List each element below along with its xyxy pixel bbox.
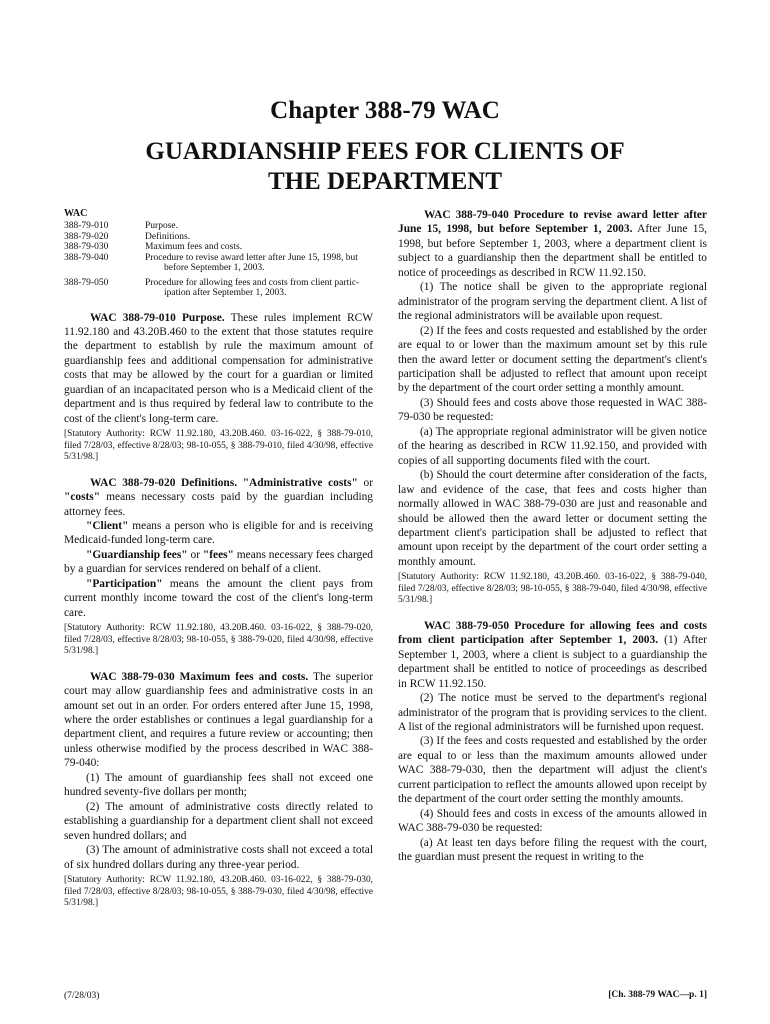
toc-item-number: 388-79-040 <box>64 252 109 263</box>
toc-item-title: Procedure for allowing fees and costs from client partic- <box>145 277 360 288</box>
section-body: After June 15, 1998, but before September 1, 2003, where a department client is subject to a guardianship then the department shall be entitled to notice of proceedings as described in RCW 11.92.150. <box>398 223 707 279</box>
section-050 <box>398 619 707 691</box>
subsection: (2) The notice must be served to the department's regional administrator of the program that is providing services to the client. A list of the regional administrators will be furnished upon request. <box>398 692 707 733</box>
toc-item-number: 388-79-050 <box>64 277 109 288</box>
section-heading: WAC 388-79-020 Definitions. <box>90 476 238 489</box>
defined-term: "Guardianship fees" <box>86 548 188 561</box>
subsection: (1) The notice shall be given to the appropriate regional administrator of the program serving the department client. A list of the regional administrators will be available upon request. <box>398 281 707 323</box>
subsection: (4) Should fees and costs in excess of the amounts allowed in WAC 388-79-030 be requested: <box>398 807 707 835</box>
subsection: (a) The appropriate regional administrator will be given notice of the hearing as described in RCW 11.92.150, and provided with copies of all supporting documents filed with the court. <box>398 425 707 467</box>
toc-item-title-wrap <box>145 278 373 299</box>
connector-text: or <box>187 548 203 561</box>
section-heading: WAC 388-79-010 Purpose. <box>90 311 225 324</box>
toc-heading: WAC <box>64 208 88 219</box>
subsection: (b) Should the court determine after consideration of the facts, law and evidence of the case, that fees and costs higher than normally allowed in WAC 388-79-030 are just and reasonable and should be allowed then the award letter or document setting the department client's participation shall be adjusted to reflect that amount upon receipt by the department of the court order setting a monthly amount. <box>398 469 707 568</box>
toc-item-title-continued: before September 1, 2003. <box>164 263 265 273</box>
left-column <box>64 208 373 910</box>
toc-item <box>64 221 373 232</box>
section-body: The superior court may allow guardianship fees and administrative costs in an amount set out in an order. For orders entered after June 15, 1998, where the order establishes or continues a legal guardianship for a department client, and requires a future review or accounting; then unless otherwise modified by the process described in WAC 388-79-040: <box>64 670 373 770</box>
subsection: (3) If the fees and costs requested and established by the order are equal to or less than the maximum amounts allowed under WAC 388-79-030, then the department will adjust the client's current participation to reflect the amounts allowed upon receipt by the department of the court order setting the monthly amounts. <box>398 735 707 806</box>
toc-item <box>64 253 373 274</box>
subsection: (a) At least ten days before filing the request with the court, the guardian must present the request in writing to the <box>398 836 707 864</box>
section-030 <box>64 670 373 771</box>
definition-text: means necessary costs paid by the guardian including attorney fees. <box>64 491 373 518</box>
footer-page-reference: [Ch. 388-79 WAC—p. 1] <box>608 990 707 1000</box>
section-010 <box>64 311 373 427</box>
defined-term: "fees" <box>202 548 234 561</box>
section-heading: WAC 388-79-030 Maximum fees and costs. <box>90 670 309 683</box>
connector-text: or <box>357 476 374 489</box>
footer-date: (7/28/03) <box>64 991 100 1001</box>
toc-item-title-continued: ipation after September 1, 2003. <box>164 288 287 298</box>
toc-item <box>64 242 373 253</box>
section-040 <box>398 208 707 280</box>
section-020 <box>64 476 373 519</box>
right-column <box>398 208 707 865</box>
definition-paragraph <box>64 577 373 620</box>
subsection: (3) Should fees and costs above those requested in WAC 388-79-030 be requested: <box>398 396 707 424</box>
defined-term: "costs" <box>64 491 101 504</box>
citation: [Statutory Authority: RCW 11.92.180, 43.20B.460. 03-16-022, § 388-79-040, filed 7/28/03, effective 8/28/03; 98-10-055, § 388-79-040, filed 4/30/98, effective 5/31/98.] <box>398 572 707 606</box>
section-body: (1) After September 1, 2003, where a client is subject to a guardianship the department shall be entitled to notice of proceedings as described in RCW 11.92.150. <box>398 634 707 690</box>
toc-item-title-wrap <box>145 253 373 274</box>
section-body: These rules implement RCW 11.92.180 and 43.20B.460 to the extent that those statutes require the department to establish by rule the maximum amount of guardianship fees and additional compensation for administrative costs that may be allowed by the court for a guardian or limited guardian of an incapacitated person who is a Medicaid client of the department and is thus required by federal law to contribute to the cost of the client's long-term care. <box>64 311 373 425</box>
toc-item-number: 388-79-010 <box>64 221 109 231</box>
definition-paragraph <box>64 519 373 548</box>
toc-item <box>64 278 373 299</box>
toc-item-title: Procedure to revise award letter after June 15, 1998, but <box>145 252 358 263</box>
definition-text: means the amount the client pays from current monthly income toward the cost of the client's long-term care. <box>64 577 373 619</box>
defined-term: "Administrative costs" <box>242 476 358 489</box>
definition-text: means necessary fees charged by a guardian for services rendered on behalf of a client. <box>64 548 373 576</box>
citation: [Statutory Authority: RCW 11.92.180, 43.20B.460. 03-16-022, § 388-79-010, filed 7/28/03, effective 8/28/03; 98-10-055, § 388-79-010, filed 4/30/98, effective 5/31/98.] <box>64 429 373 463</box>
toc-item <box>64 232 373 243</box>
defined-term: "Client" <box>86 519 129 532</box>
citation: [Statutory Authority: RCW 11.92.180, 43.20B.460. 03-16-022, § 388-79-020, filed 7/28/03, effective 8/28/03; 98-10-055, § 388-79-020, filed 4/30/98, effective 5/31/98.] <box>64 623 373 657</box>
toc-item-title: Purpose. <box>145 221 178 231</box>
toc-item-number: 388-79-020 <box>64 231 109 242</box>
section-heading: WAC 388-79-040 Procedure to revise award letter after June 15, 1998, but before September 1, 2003. <box>398 209 707 236</box>
toc-item-title: Definitions. <box>145 231 191 242</box>
toc-item-number: 388-79-030 <box>64 242 109 252</box>
subsection: (2) The amount of administrative costs directly related to establishing a guardianship for a department client shall not exceed seven hundred dollars; and <box>64 800 373 842</box>
subsection: (1) The amount of guardianship fees shall not exceed one hundred seventy-five dollars per month; <box>64 771 373 799</box>
subsection: (3) The amount of administrative costs shall not exceed a total of six hundred dollars during any three-year period. <box>64 844 373 871</box>
section-heading: WAC 388-79-050 Procedure for allowing fees and costs from client participation after September 1, 2003. <box>398 619 707 647</box>
defined-term: "Participation" <box>86 577 163 590</box>
table-of-contents <box>64 221 373 299</box>
chapter-subtitle: GUARDIANSHIP FEES FOR CLIENTS OF THE DEPARTMENT <box>145 138 625 195</box>
citation: [Statutory Authority: RCW 11.92.180, 43.20B.460. 03-16-022, § 388-79-030, filed 7/28/03, effective 8/28/03; 98-10-055, § 388-79-030, filed 4/30/98, effective 5/31/98.] <box>64 875 373 908</box>
definition-text: means a person who is eligible for and is receiving Medicaid-funded long-term care. <box>64 519 373 547</box>
chapter-title: Chapter 388-79 WAC <box>270 97 500 124</box>
toc-item-title: Maximum fees and costs. <box>145 242 243 252</box>
subsection: (2) If the fees and costs requested and established by the order are equal to or lower than the maximum amount set by this rule then the award letter or document setting the department's client's participation shall be adjusted to reflect that amount upon receipt by the department of the court order setting a monthly amount. <box>398 324 707 395</box>
definition-paragraph <box>64 548 373 577</box>
